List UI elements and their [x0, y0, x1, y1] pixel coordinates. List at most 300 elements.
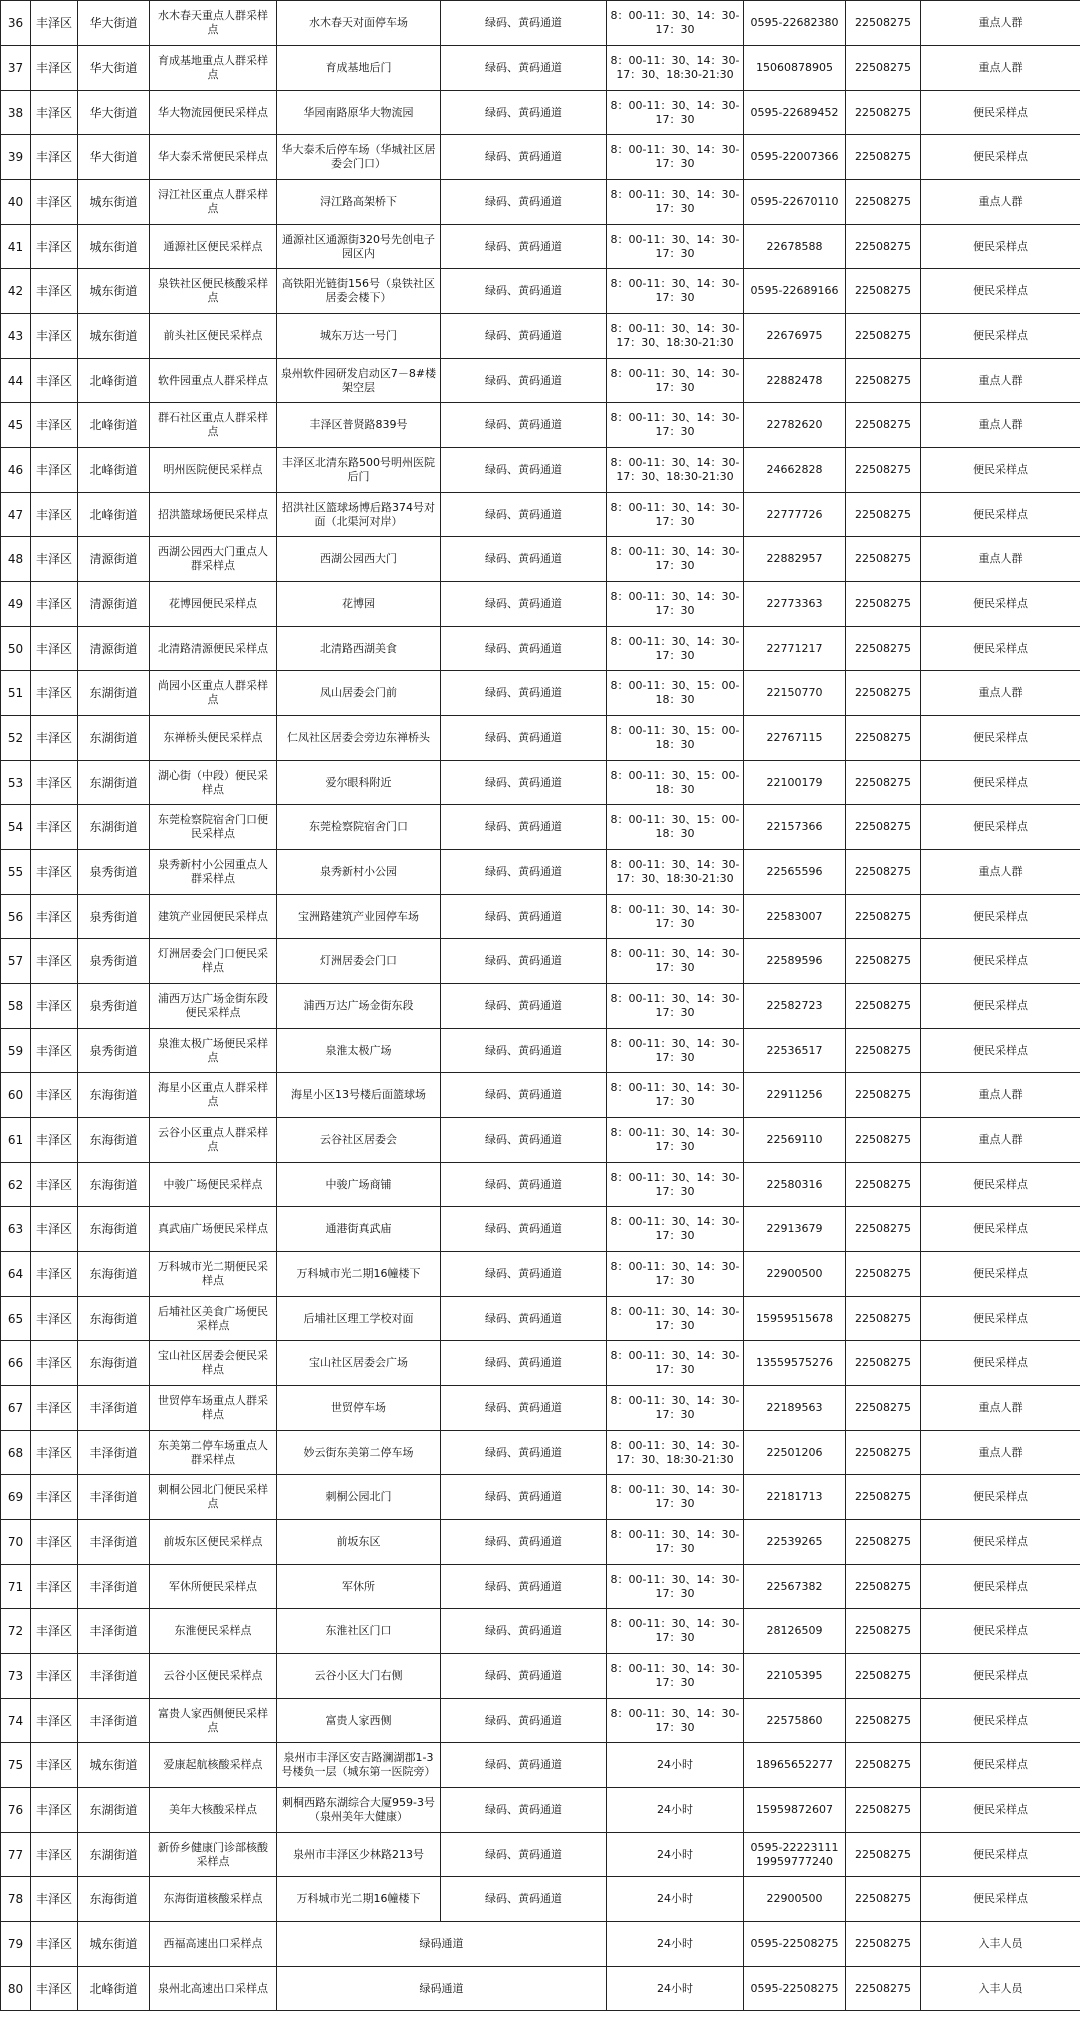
site-name-cell: 东莞检察院宿舍门口便民采样点 [150, 805, 277, 850]
phone-cell: 22582723 [744, 984, 846, 1029]
hotline-cell: 22508275 [846, 984, 921, 1029]
site-name-cell: 软件园重点人群采样点 [150, 359, 277, 403]
district-cell: 丰泽区 [31, 1967, 78, 2011]
table-row [1, 895, 1080, 939]
row-number: 53 [1, 761, 31, 805]
address-cell: 爱尔眼科附近 [277, 761, 441, 805]
hotline-cell: 22508275 [846, 1743, 921, 1788]
type-cell: 便民采样点 [921, 627, 1080, 671]
type-cell: 重点人群 [921, 403, 1080, 448]
hours-cell: 8：00-11：30、14：30-17：30 [607, 582, 744, 627]
code-channel-cell: 绿码、黄码通道 [441, 1386, 607, 1431]
street-cell: 东海街道 [78, 1207, 150, 1252]
table-row [1, 850, 1080, 895]
district-cell: 丰泽区 [31, 1252, 78, 1297]
district-cell: 丰泽区 [31, 1877, 78, 1922]
code-channel-cell: 绿码、黄码通道 [441, 448, 607, 493]
table-row [1, 939, 1080, 984]
type-cell: 入丰人员 [921, 1922, 1080, 1967]
street-cell: 东海街道 [78, 1073, 150, 1118]
type-cell: 重点人群 [921, 537, 1080, 582]
hours-cell: 8：00-11：30、14：30-17：30 [607, 984, 744, 1029]
phone-cell: 22539265 [744, 1520, 846, 1565]
street-cell: 丰泽街道 [78, 1654, 150, 1699]
row-number: 63 [1, 1207, 31, 1252]
row-number: 67 [1, 1386, 31, 1431]
code-channel-cell: 绿码、黄码通道 [441, 1029, 607, 1073]
table-row [1, 627, 1080, 671]
street-cell: 东海街道 [78, 1163, 150, 1207]
phone-cell: 22911256 [744, 1073, 846, 1118]
hotline-cell: 22508275 [846, 582, 921, 627]
hotline-cell: 22508275 [846, 448, 921, 493]
address-cell: 北清路西湖美食 [277, 627, 441, 671]
type-cell: 重点人群 [921, 1, 1080, 46]
hotline-cell: 22508275 [846, 1341, 921, 1386]
row-number: 65 [1, 1297, 31, 1341]
district-cell: 丰泽区 [31, 448, 78, 493]
district-cell: 丰泽区 [31, 1922, 78, 1967]
site-name-cell: 育成基地重点人群采样点 [150, 46, 277, 91]
street-cell: 城东街道 [78, 1743, 150, 1788]
type-cell: 便民采样点 [921, 895, 1080, 939]
address-cell: 仁凤社区居委会旁边东禅桥头 [277, 716, 441, 761]
site-name-cell: 华大物流园便民采样点 [150, 91, 277, 135]
row-number: 64 [1, 1252, 31, 1297]
address-cell: 万科城市光二期16幢楼下 [277, 1252, 441, 1297]
code-channel-cell: 绿码、黄码通道 [441, 1475, 607, 1520]
phone-cell: 22782620 [744, 403, 846, 448]
type-cell: 便民采样点 [921, 493, 1080, 537]
hotline-cell: 22508275 [846, 1073, 921, 1118]
site-name-cell: 水木春天重点人群采样点 [150, 1, 277, 46]
row-number: 70 [1, 1520, 31, 1565]
row-number: 49 [1, 582, 31, 627]
hotline-cell: 22508275 [846, 359, 921, 403]
type-cell: 重点人群 [921, 180, 1080, 225]
code-channel-cell: 绿码、黄码通道 [441, 91, 607, 135]
type-cell: 便民采样点 [921, 1029, 1080, 1073]
hotline-cell: 22508275 [846, 671, 921, 716]
hotline-cell: 22508275 [846, 225, 921, 269]
type-cell: 便民采样点 [921, 225, 1080, 269]
phone-cell: 18965652277 [744, 1743, 846, 1788]
street-cell: 丰泽街道 [78, 1609, 150, 1654]
row-number: 39 [1, 135, 31, 180]
site-name-cell: 群石社区重点人群采样点 [150, 403, 277, 448]
row-number: 47 [1, 493, 31, 537]
district-cell: 丰泽区 [31, 269, 78, 314]
hours-cell: 8：00-11：30、14：30-17：30 [607, 1118, 744, 1163]
site-name-cell: 世贸停车场重点人群采样点 [150, 1386, 277, 1431]
address-cell: 军休所 [277, 1565, 441, 1609]
row-number: 37 [1, 46, 31, 91]
table-row [1, 225, 1080, 269]
site-name-cell: 新侨乡健康门诊部核酸采样点 [150, 1833, 277, 1877]
phone-cell: 22567382 [744, 1565, 846, 1609]
phone-cell: 22105395 [744, 1654, 846, 1699]
hours-cell: 24小时 [607, 1967, 744, 2011]
hours-cell: 8：00-11：30、14：30-17：30、18:30-21:30 [607, 850, 744, 895]
address-cell: 招洪社区篮球场博后路374号对面（北渠河对岸） [277, 493, 441, 537]
hours-cell: 8：00-11：30、15：00-18：30 [607, 716, 744, 761]
row-number: 57 [1, 939, 31, 984]
type-cell: 便民采样点 [921, 1252, 1080, 1297]
hotline-cell: 22508275 [846, 1967, 921, 2011]
district-cell: 丰泽区 [31, 1520, 78, 1565]
district-cell: 丰泽区 [31, 939, 78, 984]
hotline-cell: 22508275 [846, 1833, 921, 1877]
table-row [1, 1922, 1080, 1967]
table-body [1, 1, 1080, 2011]
code-channel-cell: 绿码、黄码通道 [441, 716, 607, 761]
district-cell: 丰泽区 [31, 850, 78, 895]
hours-cell: 24小时 [607, 1833, 744, 1877]
street-cell: 北峰街道 [78, 403, 150, 448]
address-cell: 宝洲路建筑产业园停车场 [277, 895, 441, 939]
street-cell: 丰泽街道 [78, 1565, 150, 1609]
street-cell: 泉秀街道 [78, 984, 150, 1029]
street-cell: 北峰街道 [78, 359, 150, 403]
district-cell: 丰泽区 [31, 1386, 78, 1431]
code-channel-cell: 绿码、黄码通道 [441, 1788, 607, 1833]
district-cell: 丰泽区 [31, 359, 78, 403]
code-channel-cell: 绿码、黄码通道 [441, 1073, 607, 1118]
phone-cell: 22589596 [744, 939, 846, 984]
street-cell: 丰泽街道 [78, 1520, 150, 1565]
district-cell: 丰泽区 [31, 180, 78, 225]
code-channel-cell: 绿码、黄码通道 [441, 761, 607, 805]
hours-cell: 8：00-11：30、14：30-17：30 [607, 1029, 744, 1073]
hotline-cell: 22508275 [846, 1252, 921, 1297]
type-cell: 便民采样点 [921, 805, 1080, 850]
row-number: 74 [1, 1699, 31, 1743]
district-cell: 丰泽区 [31, 1, 78, 46]
code-channel-cell: 绿码、黄码通道 [441, 403, 607, 448]
district-cell: 丰泽区 [31, 225, 78, 269]
code-channel-cell: 绿码、黄码通道 [441, 805, 607, 850]
hours-cell: 8：00-11：30、14：30-17：30 [607, 403, 744, 448]
phone-cell: 0595-22223111 19959777240 [744, 1833, 846, 1877]
hours-cell: 8：00-11：30、14：30-17：30 [607, 939, 744, 984]
street-cell: 城东街道 [78, 225, 150, 269]
row-number: 44 [1, 359, 31, 403]
phone-cell: 22767115 [744, 716, 846, 761]
street-cell: 丰泽街道 [78, 1475, 150, 1520]
type-cell: 便民采样点 [921, 1654, 1080, 1699]
address-cell: 城东万达一号门 [277, 314, 441, 359]
address-cell: 宝山社区居委会广场 [277, 1341, 441, 1386]
phone-cell: 0595-22689452 [744, 91, 846, 135]
address-cell: 万科城市光二期16幢楼下 [277, 1877, 441, 1922]
row-number: 78 [1, 1877, 31, 1922]
hotline-cell: 22508275 [846, 1654, 921, 1699]
site-name-cell: 云谷小区重点人群采样点 [150, 1118, 277, 1163]
district-cell: 丰泽区 [31, 582, 78, 627]
table-row [1, 1833, 1080, 1877]
hours-cell: 8：00-11：30、14：30-17：30、18:30-21:30 [607, 448, 744, 493]
type-cell: 便民采样点 [921, 1609, 1080, 1654]
street-cell: 城东街道 [78, 314, 150, 359]
table-row [1, 91, 1080, 135]
hours-cell: 24小时 [607, 1922, 744, 1967]
hotline-cell: 22508275 [846, 135, 921, 180]
table-row [1, 1207, 1080, 1252]
code-channel-cell: 绿码、黄码通道 [441, 1877, 607, 1922]
street-cell: 北峰街道 [78, 448, 150, 493]
address-cell: 东莞检察院宿舍门口 [277, 805, 441, 850]
phone-cell: 22882957 [744, 537, 846, 582]
code-channel-cell: 绿码、黄码通道 [441, 180, 607, 225]
table-row [1, 582, 1080, 627]
street-cell: 清源街道 [78, 537, 150, 582]
hotline-cell: 22508275 [846, 1788, 921, 1833]
table-row [1, 1699, 1080, 1743]
row-number: 52 [1, 716, 31, 761]
street-cell: 东湖街道 [78, 761, 150, 805]
hours-cell: 8：00-11：30、14：30-17：30 [607, 1163, 744, 1207]
phone-cell: 28126509 [744, 1609, 846, 1654]
hours-cell: 8：00-11：30、14：30-17：30 [607, 1297, 744, 1341]
site-name-cell: 浔江社区重点人群采样点 [150, 180, 277, 225]
district-cell: 丰泽区 [31, 1743, 78, 1788]
address-cell: 海星小区13号楼后面篮球场 [277, 1073, 441, 1118]
street-cell: 城东街道 [78, 1922, 150, 1967]
type-cell: 便民采样点 [921, 1341, 1080, 1386]
site-name-cell: 西湖公园西大门重点人群采样点 [150, 537, 277, 582]
street-cell: 北峰街道 [78, 493, 150, 537]
street-cell: 城东街道 [78, 180, 150, 225]
phone-cell: 22580316 [744, 1163, 846, 1207]
phone-cell: 22773363 [744, 582, 846, 627]
street-cell: 东湖街道 [78, 1833, 150, 1877]
table-row [1, 1297, 1080, 1341]
code-channel-cell: 绿码、黄码通道 [441, 1743, 607, 1788]
hours-cell: 8：00-11：30、15：00-18：30 [607, 761, 744, 805]
type-cell: 便民采样点 [921, 1877, 1080, 1922]
site-name-cell: 北清路清源便民采样点 [150, 627, 277, 671]
hotline-cell: 22508275 [846, 1520, 921, 1565]
code-channel-cell: 绿码、黄码通道 [441, 314, 607, 359]
district-cell: 丰泽区 [31, 1699, 78, 1743]
type-cell: 便民采样点 [921, 1743, 1080, 1788]
address-cell: 泉州市丰泽区安吉路澜湖郡1-3号楼负一层（城东第一医院旁） [277, 1743, 441, 1788]
hours-cell: 8：00-11：30、14：30-17：30 [607, 1520, 744, 1565]
hours-cell: 8：00-11：30、14：30-17：30 [607, 225, 744, 269]
table-row [1, 1073, 1080, 1118]
hotline-cell: 22508275 [846, 805, 921, 850]
site-name-cell: 湖心街（中段）便民采样点 [150, 761, 277, 805]
type-cell: 便民采样点 [921, 1297, 1080, 1341]
site-name-cell: 泉州北高速出口采样点 [150, 1967, 277, 2011]
code-channel-cell: 绿码、黄码通道 [441, 627, 607, 671]
phone-cell: 0595-22689166 [744, 269, 846, 314]
code-channel-cell: 绿码、黄码通道 [441, 493, 607, 537]
hours-cell: 8：00-11：30、14：30-17：30 [607, 1073, 744, 1118]
address-cell: 云谷社区居委会 [277, 1118, 441, 1163]
hotline-cell: 22508275 [846, 1475, 921, 1520]
type-cell: 重点人群 [921, 1431, 1080, 1475]
district-cell: 丰泽区 [31, 1118, 78, 1163]
table-row [1, 1520, 1080, 1565]
district-cell: 丰泽区 [31, 1833, 78, 1877]
street-cell: 丰泽街道 [78, 1431, 150, 1475]
table-row [1, 403, 1080, 448]
site-name-cell: 尚园小区重点人群采样点 [150, 671, 277, 716]
table-row [1, 180, 1080, 225]
phone-cell: 15060878905 [744, 46, 846, 91]
district-cell: 丰泽区 [31, 627, 78, 671]
site-name-cell: 富贵人家西侧便民采样点 [150, 1699, 277, 1743]
code-channel-cell: 绿码、黄码通道 [441, 1252, 607, 1297]
type-cell: 便民采样点 [921, 984, 1080, 1029]
phone-cell: 22569110 [744, 1118, 846, 1163]
street-cell: 泉秀街道 [78, 850, 150, 895]
hotline-cell: 22508275 [846, 537, 921, 582]
site-name-cell: 真武庙广场便民采样点 [150, 1207, 277, 1252]
code-channel-cell: 绿码、黄码通道 [441, 1207, 607, 1252]
type-cell: 便民采样点 [921, 1475, 1080, 1520]
phone-cell: 24662828 [744, 448, 846, 493]
phone-cell: 22777726 [744, 493, 846, 537]
district-cell: 丰泽区 [31, 1431, 78, 1475]
district-cell: 丰泽区 [31, 716, 78, 761]
hours-cell: 8：00-11：30、14：30-17：30、18:30-21:30 [607, 46, 744, 91]
hours-cell: 8：00-11：30、14：30-17：30 [607, 627, 744, 671]
code-channel-cell: 绿码、黄码通道 [441, 1699, 607, 1743]
phone-cell: 22150770 [744, 671, 846, 716]
row-number: 59 [1, 1029, 31, 1073]
type-cell: 便民采样点 [921, 1520, 1080, 1565]
hours-cell: 8：00-11：30、14：30-17：30 [607, 1699, 744, 1743]
site-name-cell: 灯洲居委会门口便民采样点 [150, 939, 277, 984]
type-cell: 便民采样点 [921, 1788, 1080, 1833]
address-cell: 华园南路原华大物流园 [277, 91, 441, 135]
type-cell: 重点人群 [921, 671, 1080, 716]
hours-cell: 8：00-11：30、14：30-17：30 [607, 91, 744, 135]
row-number: 61 [1, 1118, 31, 1163]
code-channel-cell: 绿码、黄码通道 [441, 1297, 607, 1341]
district-cell: 丰泽区 [31, 895, 78, 939]
code-channel-cell: 绿码、黄码通道 [441, 939, 607, 984]
address-cell: 前坂东区 [277, 1520, 441, 1565]
address-cell: 妙云街东美第二停车场 [277, 1431, 441, 1475]
phone-cell: 22181713 [744, 1475, 846, 1520]
code-channel-cell: 绿码通道 [277, 1922, 607, 1967]
type-cell: 便民采样点 [921, 269, 1080, 314]
hours-cell: 8：00-11：30、14：30-17：30 [607, 180, 744, 225]
code-channel-cell: 绿码、黄码通道 [441, 1520, 607, 1565]
hours-cell: 8：00-11：30、14：30-17：30 [607, 1341, 744, 1386]
hours-cell: 8：00-11：30、14：30-17：30、18:30-21:30 [607, 1431, 744, 1475]
address-cell: 丰泽区普贤路839号 [277, 403, 441, 448]
phone-cell: 15959872607 [744, 1788, 846, 1833]
street-cell: 东海街道 [78, 1877, 150, 1922]
table-row [1, 1252, 1080, 1297]
type-cell: 便民采样点 [921, 91, 1080, 135]
hours-cell: 8：00-11：30、14：30-17：30 [607, 1609, 744, 1654]
type-cell: 便民采样点 [921, 1565, 1080, 1609]
code-channel-cell: 绿码、黄码通道 [441, 269, 607, 314]
table-row [1, 1, 1080, 46]
row-number: 76 [1, 1788, 31, 1833]
site-name-cell: 万科城市光二期便民采样点 [150, 1252, 277, 1297]
district-cell: 丰泽区 [31, 1565, 78, 1609]
type-cell: 便民采样点 [921, 1207, 1080, 1252]
district-cell: 丰泽区 [31, 984, 78, 1029]
street-cell: 泉秀街道 [78, 895, 150, 939]
type-cell: 便民采样点 [921, 1699, 1080, 1743]
type-cell: 便民采样点 [921, 939, 1080, 984]
row-number: 77 [1, 1833, 31, 1877]
address-cell: 育成基地后门 [277, 46, 441, 91]
site-name-cell: 明州医院便民采样点 [150, 448, 277, 493]
hotline-cell: 22508275 [846, 1118, 921, 1163]
phone-cell: 0595-22682380 [744, 1, 846, 46]
table-row [1, 46, 1080, 91]
phone-cell: 22536517 [744, 1029, 846, 1073]
address-cell: 通港街真武庙 [277, 1207, 441, 1252]
street-cell: 华大街道 [78, 46, 150, 91]
address-cell: 刺桐西路东湖综合大厦959-3号（泉州美年大健康） [277, 1788, 441, 1833]
table-row [1, 135, 1080, 180]
address-cell: 西湖公园西大门 [277, 537, 441, 582]
phone-cell: 0595-22508275 [744, 1922, 846, 1967]
row-number: 55 [1, 850, 31, 895]
district-cell: 丰泽区 [31, 493, 78, 537]
hotline-cell: 22508275 [846, 1699, 921, 1743]
hotline-cell: 22508275 [846, 1207, 921, 1252]
row-number: 66 [1, 1341, 31, 1386]
hours-cell: 24小时 [607, 1877, 744, 1922]
hours-cell: 8：00-11：30、14：30-17：30 [607, 1252, 744, 1297]
hours-cell: 8：00-11：30、14：30-17：30、18:30-21:30 [607, 314, 744, 359]
phone-cell: 22583007 [744, 895, 846, 939]
hotline-cell: 22508275 [846, 269, 921, 314]
code-channel-cell: 绿码、黄码通道 [441, 135, 607, 180]
type-cell: 便民采样点 [921, 314, 1080, 359]
district-cell: 丰泽区 [31, 1297, 78, 1341]
phone-cell: 22575860 [744, 1699, 846, 1743]
phone-cell: 22900500 [744, 1252, 846, 1297]
street-cell: 东湖街道 [78, 716, 150, 761]
site-name-cell: 华大泰禾常便民采样点 [150, 135, 277, 180]
code-channel-cell: 绿码、黄码通道 [441, 359, 607, 403]
hotline-cell: 22508275 [846, 1029, 921, 1073]
table-row [1, 269, 1080, 314]
table-row [1, 1163, 1080, 1207]
code-channel-cell: 绿码、黄码通道 [441, 1431, 607, 1475]
address-cell: 凤山居委会门前 [277, 671, 441, 716]
row-number: 75 [1, 1743, 31, 1788]
hours-cell: 8：00-11：30、14：30-17：30 [607, 1, 744, 46]
district-cell: 丰泽区 [31, 805, 78, 850]
district-cell: 丰泽区 [31, 1163, 78, 1207]
code-channel-cell: 绿码、黄码通道 [441, 582, 607, 627]
district-cell: 丰泽区 [31, 1654, 78, 1699]
site-name-cell: 泉淮太极广场便民采样点 [150, 1029, 277, 1073]
type-cell: 便民采样点 [921, 135, 1080, 180]
site-name-cell: 泉铁社区便民核酸采样点 [150, 269, 277, 314]
code-channel-cell: 绿码、黄码通道 [441, 46, 607, 91]
phone-cell: 22900500 [744, 1877, 846, 1922]
hours-cell: 8：00-11：30、14：30-17：30 [607, 493, 744, 537]
site-name-cell: 东美第二停车场重点人群采样点 [150, 1431, 277, 1475]
street-cell: 丰泽街道 [78, 1386, 150, 1431]
address-cell: 花博园 [277, 582, 441, 627]
address-cell: 云谷小区大门右侧 [277, 1654, 441, 1699]
hours-cell: 24小时 [607, 1743, 744, 1788]
